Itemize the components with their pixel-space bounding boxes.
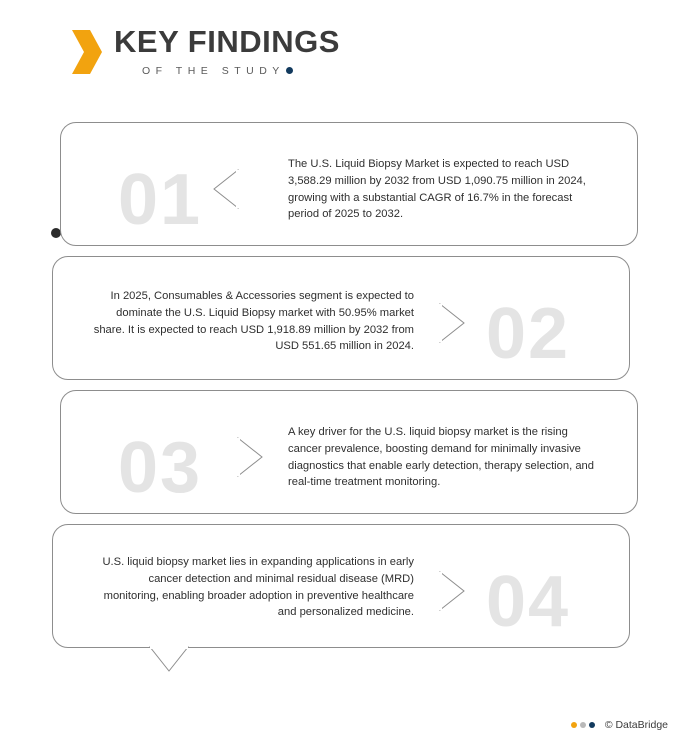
header	[72, 26, 340, 77]
title-block	[114, 26, 340, 77]
page-title: KEY FINDINGS	[114, 24, 340, 59]
footer	[571, 719, 668, 731]
footer-dot-2	[580, 722, 586, 728]
finding-number-2: 02	[486, 294, 571, 374]
footer-dots-icon	[571, 722, 595, 728]
logo-arrow-icon	[72, 30, 102, 74]
page-subtitle: OF THE STUDY	[142, 64, 285, 77]
finding-text-4: U.S. liquid biopsy market lies in expanding applications in early cancer detection and minimal residual disease (MRD) monitoring, enabling broader adoption in preventive healthcare and personalized medicine.	[102, 556, 414, 619]
footer-dot-3	[589, 722, 595, 728]
finding-number-4: 04	[486, 562, 571, 642]
finding-text-1: The U.S. Liquid Biopsy Market is expected to reach USD 3,588.29 million by 2032 from USD 1,090.75 million in 2024, growing with a substantial CAGR of 16.7% in the forecast period of 2025 to 2032.	[288, 158, 586, 221]
subtitle-dot-icon	[286, 67, 293, 74]
finding-number-3: 03	[118, 428, 203, 508]
footer-dot-1	[571, 722, 577, 728]
subtitle-row	[114, 65, 340, 77]
finding-text-3: A key driver for the U.S. liquid biopsy market is the rising cancer prevalence, boosting demand for minimally invasive diagnostics that enable early detection, therapy selection, and real-time treatment monitoring.	[288, 426, 594, 489]
footer-brand: © DataBridge	[604, 719, 668, 731]
findings-diagram	[0, 118, 690, 688]
finding-text-2: In 2025, Consumables & Accessories segment is expected to dominate the U.S. Liquid Biopsy market with 50.95% market share. It is expected to reach USD 1,918.89 million by 2032 from USD 551.65 million in 2024.	[93, 290, 414, 353]
finding-number-1: 01	[118, 160, 203, 240]
